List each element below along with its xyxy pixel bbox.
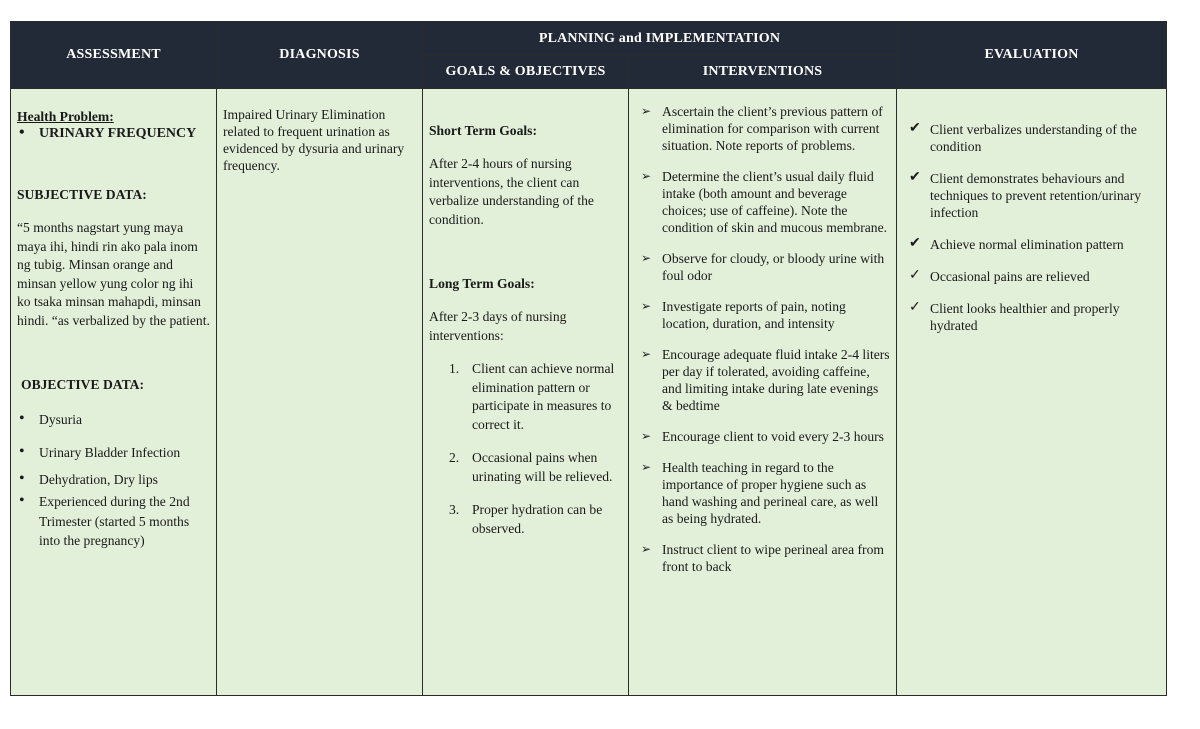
intervention-text: Health teaching in regard to the importance of proper hygiene such as hand washing and perineal care, as well as being hydrated.	[662, 460, 879, 526]
goals-cell	[423, 89, 629, 696]
header-planning: PLANNING and IMPLEMENTATION	[423, 22, 897, 56]
objective-item: • Urinary Bladder Infection	[17, 444, 210, 461]
intervention-item	[635, 250, 890, 284]
long-term-goals-list	[429, 360, 622, 538]
intervention-item	[635, 346, 890, 414]
header-diagnosis: DIAGNOSIS	[217, 22, 423, 89]
checkmark-icon: ✓	[909, 268, 921, 283]
short-term-goals-text: After 2-4 hours of nursing interventions, the client can verbalize understanding of the condition.	[429, 156, 594, 227]
evaluation-text: Achieve normal elimination pattern	[930, 237, 1124, 252]
checkmark-icon: ✔	[909, 121, 921, 136]
evaluation-text: Client looks healthier and properly hydrated	[930, 301, 1120, 333]
evaluation-item	[903, 121, 1160, 155]
subjective-text: “5 months nagstart yung maya maya ihi, hindi rin ako pala inom ng tubig. Minsan orange and minsan yellow yung color ng ihi ko tsaka minsan mahapdi, minsan hindi. “as verbalized by the patient.	[17, 220, 210, 328]
long-term-goals-text: After 2-3 days of nursing interventions:	[429, 309, 567, 343]
goal-text: Proper hydration can be observed.	[472, 502, 603, 536]
subjective-label: SUBJECTIVE DATA:	[17, 187, 147, 202]
evaluation-item	[903, 236, 1160, 253]
goal-text: Client can achieve normal elimination pattern or participate in measures to correct it.	[472, 361, 615, 432]
arrow-bullet-icon: ➢	[641, 460, 652, 474]
intervention-text: Instruct client to wipe perineal area from front to back	[662, 542, 884, 574]
header-assessment: ASSESSMENT	[11, 22, 217, 89]
evaluation-text: Occasional pains are relieved	[930, 269, 1090, 284]
checkmark-icon: ✔	[909, 170, 921, 185]
goal-text: Occasional pains when urinating will be relieved.	[472, 450, 613, 484]
evaluation-item	[903, 268, 1160, 285]
evaluation-item	[903, 300, 1160, 334]
intervention-item	[635, 428, 890, 445]
long-term-goal-item	[429, 449, 622, 486]
header-goals: GOALS & OBJECTIVES	[423, 56, 629, 89]
intervention-item	[635, 298, 890, 332]
objective-item: • Dysuria	[17, 411, 210, 428]
objective-list	[17, 411, 210, 551]
long-term-goals-label: Long Term Goals:	[429, 276, 535, 291]
intervention-text: Ascertain the client’s previous pattern of elimination for comparison with current situation. Note reports of problems.	[662, 104, 883, 153]
intervention-text: Observe for cloudy, or bloody urine with foul odor	[662, 251, 885, 283]
goal-number: 2.	[449, 450, 460, 465]
arrow-bullet-icon: ➢	[641, 104, 652, 118]
intervention-text: Determine the client’s usual daily fluid intake (both amount and beverage choices; use of caffeine). Note the condition of skin and mucous membrane.	[662, 169, 888, 235]
diagnosis-text: Impaired Urinary Elimination related to frequent urination as evidenced by dysuria and urinary frequency.	[223, 107, 405, 173]
intervention-item	[635, 459, 890, 527]
arrow-bullet-icon: ➢	[641, 169, 652, 183]
intervention-text: Encourage client to void every 2-3 hours	[662, 429, 884, 444]
long-term-goal-item	[429, 360, 622, 434]
intervention-text: Encourage adequate fluid intake 2-4 liters per day if tolerated, avoiding caffeine, and limiting intake during late evenings & bedtime	[662, 347, 890, 413]
evaluation-cell	[897, 89, 1167, 696]
header-evaluation: EVALUATION	[897, 22, 1167, 89]
intervention-item	[635, 541, 890, 575]
objective-item: • Experienced during the 2nd Trimester (started 5 months into the pregnancy)	[17, 492, 210, 551]
short-term-goals-label: Short Term Goals:	[429, 123, 537, 138]
intervention-text: Investigate reports of pain, noting location, duration, and intensity	[662, 299, 846, 331]
goal-number: 1.	[449, 361, 460, 376]
header-interventions: INTERVENTIONS	[629, 56, 897, 89]
health-problem-item: • URINARY FREQUENCY	[17, 125, 210, 142]
objective-item: • Dehydration, Dry lips	[17, 471, 210, 488]
arrow-bullet-icon: ➢	[641, 429, 652, 443]
checkmark-icon: ✓	[909, 300, 921, 315]
health-problem-label: Health Problem:	[17, 109, 114, 124]
checkmark-icon: ✔	[909, 236, 921, 251]
arrow-bullet-icon: ➢	[641, 542, 652, 556]
evaluation-text: Client verbalizes understanding of the condition	[930, 122, 1137, 154]
intervention-item	[635, 168, 890, 236]
arrow-bullet-icon: ➢	[641, 251, 652, 265]
evaluation-list	[903, 121, 1160, 334]
long-term-goal-item	[429, 501, 622, 538]
assessment-cell	[11, 89, 217, 696]
objective-label: OBJECTIVE DATA:	[21, 377, 144, 392]
evaluation-item	[903, 170, 1160, 221]
interventions-cell	[629, 89, 897, 696]
intervention-item	[635, 103, 890, 154]
goal-number: 3.	[449, 502, 460, 517]
diagnosis-cell	[217, 89, 423, 696]
nursing-care-plan-table	[10, 21, 1167, 696]
arrow-bullet-icon: ➢	[641, 347, 652, 361]
arrow-bullet-icon: ➢	[641, 299, 652, 313]
evaluation-text: Client demonstrates behaviours and techniques to prevent retention/urinary infection	[930, 171, 1142, 220]
interventions-list	[635, 103, 890, 575]
